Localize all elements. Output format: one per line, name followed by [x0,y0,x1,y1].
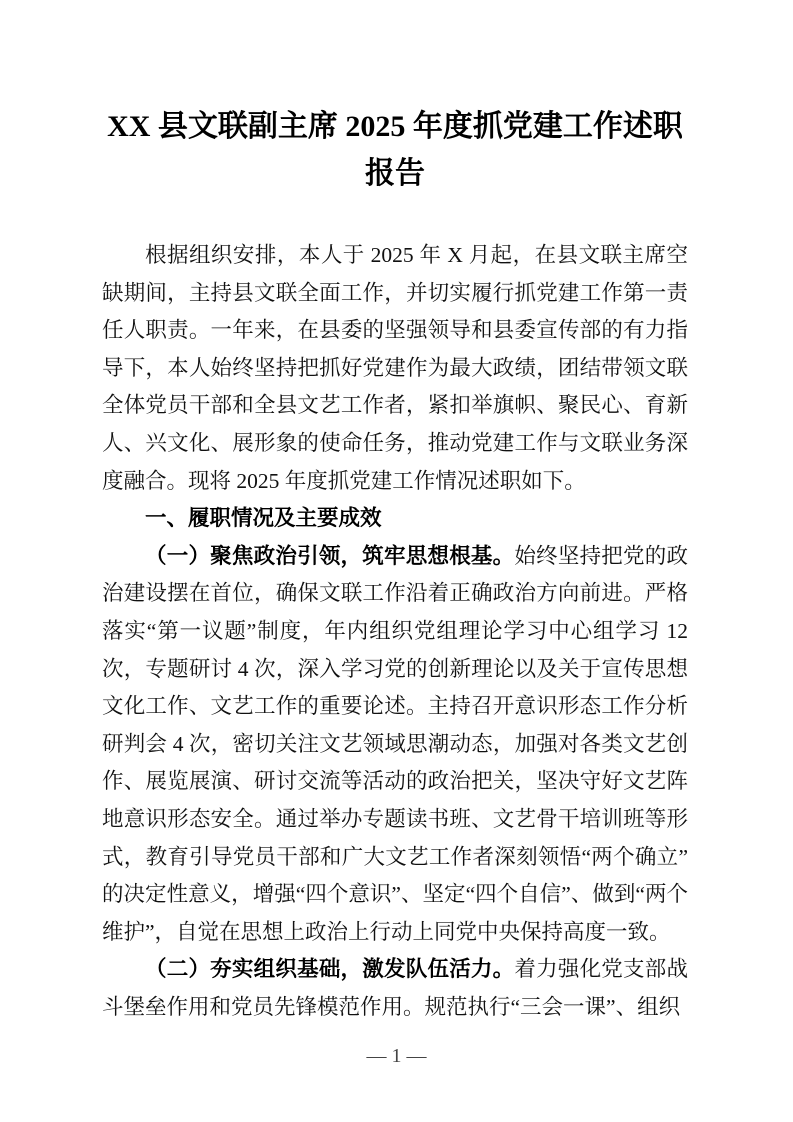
subsection-1-lead: （一）聚焦政治引领，筑牢思想根基。 [145,543,515,568]
intro-paragraph: 根据组织安排，本人于 2025 年 X 月起，在县文联主席空缺期间，主持县文联全面工作，并切实履行抓党建工作第一责任人职责。一年来，在县委的坚强领导和县委宣传部的有力指导下，本人始终坚持把抓好党建作为最大政绩，团结带领文联全体党员干部和全县文艺工作者，紧扣举旗帜、聚民心、育新人、兴文化、展形象的使命任务，推动党建工作与文联业务深度融合。现将 2025 年度抓党建工作情况述职如下。 [102,243,688,493]
subsection-2-text: 着力强化党支部战斗堡垒作用和党员先锋模范作用。规范执行“三会一课”、组织 [102,957,688,1019]
section-1-heading: 一、履职情况及主要成效 [145,506,382,532]
subsection-2-paragraph [102,951,688,1026]
subsection-1-text: 始终坚持把党的政治建设摆在首位，确保文联工作沿着正确政治方向前进。严格落实“第一议题”制度，年内组织党组理论学习中心组学习 12 次，专题研讨 4 次，深入学习党的创新理论以及关于宣传思想文化工作、文艺工作的重要论述。主持召开意识形态工作分析研判会 4 次，密切关注文艺领域思潮动态，加强对各类文艺创作、展览展演、研讨交流等活动的政治把关，坚决守好文艺阵地意识形态安全。通过举办专题读书班、文艺骨干培训班等形式，教育引导党员干部和广大文艺工作者深刻领悟“两个确立”的决定性意义，增强“四个意识”、坚定“四个自信”、做到“两个维护”，自觉在思想上政治上行动上同党中央保持高度一致。 [102,543,688,944]
subsection-2-lead: （二）夯实组织基础，激发队伍活力。 [145,957,515,982]
document-title: XX 县文联副主席 2025 年度抓党建工作述职报告 [107,110,683,190]
document-content [102,103,688,1026]
subsection-1-paragraph [102,538,688,952]
page-number: — 1 — [366,1045,427,1067]
